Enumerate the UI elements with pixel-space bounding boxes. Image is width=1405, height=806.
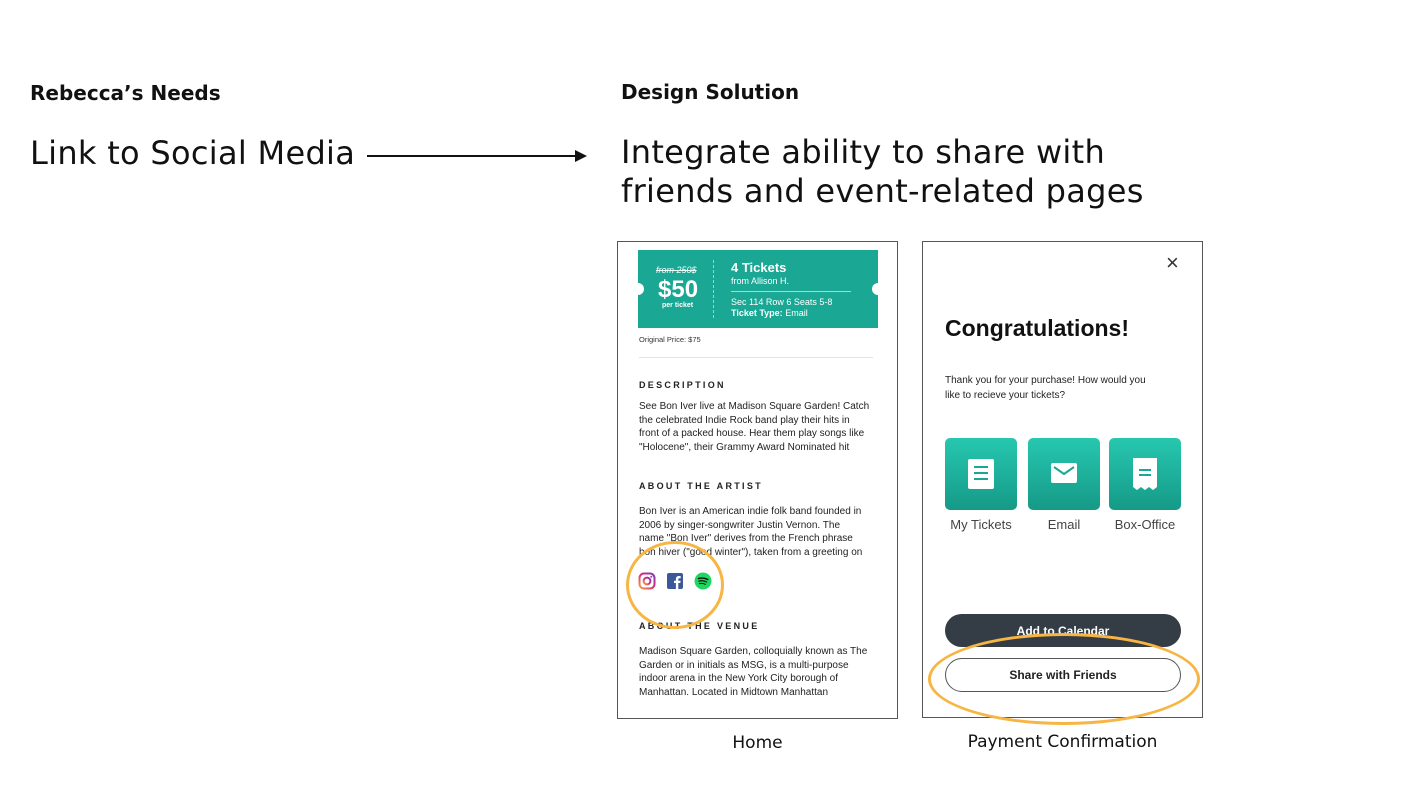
close-icon[interactable]: ×: [1166, 250, 1179, 275]
confirm-message: [945, 373, 1146, 403]
ticket-divider: [713, 260, 714, 318]
solution-text: [621, 133, 1144, 211]
venue-line: Madison Square Garden, colloquially known as The: [639, 646, 868, 657]
description-label: DESCRIPTION: [639, 380, 726, 390]
ticket-price: $50: [658, 276, 699, 303]
description-line: See Bon Iver live at Madison Square Garden! Catch: [639, 401, 870, 412]
ticket-seats: Sec 114 Row 6 Seats 5-8: [731, 297, 833, 307]
document-icon: [967, 458, 995, 490]
ticket-notch-right: [872, 283, 884, 295]
share-with-friends-button[interactable]: Share with Friends: [945, 658, 1181, 692]
ticket-type-value: Email: [785, 308, 808, 318]
needs-heading: Rebecca’s Needs: [30, 81, 221, 105]
need-text: Link to Social Media: [30, 134, 356, 172]
ticket-count: 4 Tickets: [731, 260, 787, 275]
ticket-rule: [731, 291, 851, 292]
message-line: like to recieve your tickets?: [945, 390, 1066, 401]
ticket-type: [731, 308, 808, 318]
venue-line: Manhattan. Located in Midtown Manhattan: [639, 686, 829, 698]
message-line: Thank you for your purchase! How would you: [945, 375, 1146, 386]
artist-line: bon hiver ("good winter"), taken from a greeting on: [639, 546, 863, 558]
artist-label: ABOUT THE ARTIST: [639, 481, 763, 491]
email-option[interactable]: [1028, 438, 1100, 510]
box-office-option[interactable]: [1109, 438, 1181, 510]
home-screen: [617, 241, 898, 719]
solution-line-1: Integrate ability to share with: [621, 133, 1106, 171]
ticket-seller: from Allison H.: [731, 276, 790, 286]
description-line: "Holocene", their Grammy Award Nominated hit: [639, 441, 850, 453]
arrow-right-icon: [575, 150, 587, 162]
ticket-per: per ticket: [662, 302, 694, 309]
social-highlight-circle: [626, 541, 724, 629]
artist-line: Bon Iver is an American indie folk band founded in: [639, 506, 862, 517]
ticket-notch-left: [632, 283, 644, 295]
email-label: Email: [1047, 517, 1081, 532]
description-text: [639, 400, 889, 454]
description-line: the celebrated Indie Rock band play their hits in: [639, 414, 850, 426]
venue-text: [639, 645, 894, 699]
congrats-title: Congratulations!: [945, 315, 1129, 341]
envelope-icon: [1050, 462, 1078, 484]
artist-line: name "Bon Iver" derives from the French phrase: [639, 533, 853, 544]
my-tickets-option[interactable]: [945, 438, 1017, 510]
home-caption: Home: [732, 733, 783, 753]
description-line: front of a packed house. Hear them play songs like: [639, 428, 865, 439]
venue-line: indoor arena in the New York City borough of: [639, 673, 839, 684]
arrow-line: [367, 155, 577, 157]
ticket-type-label: Ticket Type:: [731, 308, 783, 318]
solution-heading: Design Solution: [621, 80, 800, 104]
add-to-calendar-button[interactable]: Add to Calendar: [945, 614, 1181, 647]
receipt-icon: [1132, 457, 1158, 491]
artist-line: 2006 by singer-songwriter Justin Vernon. The: [639, 519, 841, 531]
venue-label: ABOUT THE VENUE: [639, 621, 760, 631]
my-tickets-label: My Tickets: [950, 517, 1012, 532]
solution-line-2: friends and event-related pages: [621, 172, 1144, 210]
ticket-card[interactable]: [638, 250, 878, 328]
payment-confirmation-caption: Payment Confirmation: [967, 732, 1158, 752]
share-highlight-ellipse: [928, 633, 1200, 725]
divider: [639, 357, 873, 358]
original-price: Original Price: $75: [639, 335, 701, 344]
venue-line: Garden or in initials as MSG, is a multi-purpose: [639, 659, 849, 671]
box-office-label: Box-Office: [1114, 517, 1176, 532]
ticket-from-price: from 250$: [656, 265, 697, 275]
